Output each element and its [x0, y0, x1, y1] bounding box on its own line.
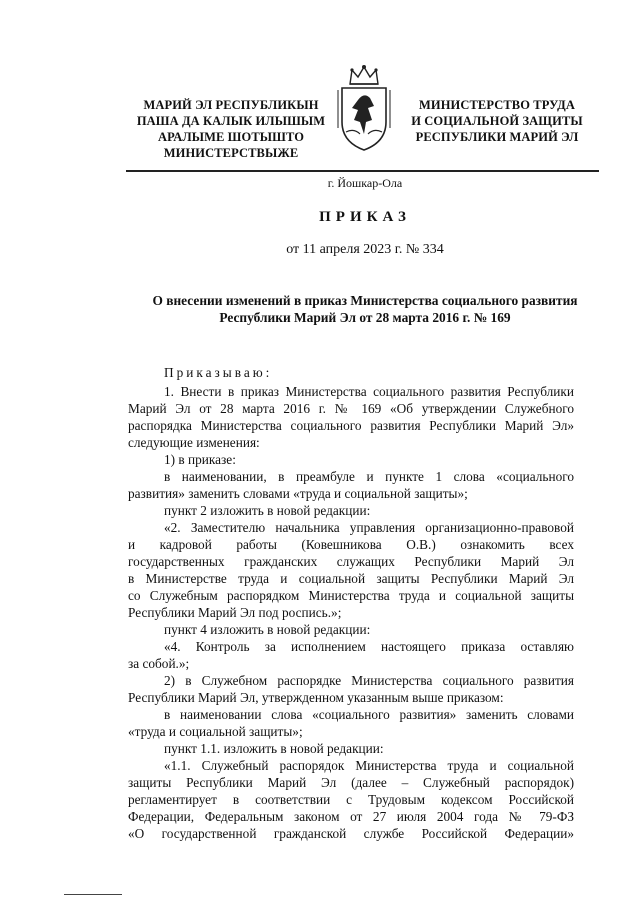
subject-line: Республики Марий Эл от 28 марта 2016 г. № 169 — [219, 310, 511, 325]
body-line: Федерации, Федеральным законом от 27 июля 2004 года № 79-ФЗ — [128, 809, 574, 824]
ministry-name-mari-line: ПАША ДА КАЛЫК ИЛЫШЫМ — [136, 114, 326, 128]
body-line: распорядка Министерства социального развития Республики Марий Эл» — [128, 418, 574, 433]
body-line: Республики Марий Эл, утвержденном указанным выше приказом: — [128, 690, 504, 705]
body-line: пункт 2 изложить в новой редакции: — [164, 503, 371, 518]
coat-of-arms-icon — [330, 62, 398, 154]
body-line: 2) в Служебном распорядке Министерства социального развития — [164, 673, 574, 688]
header-divider — [126, 170, 599, 172]
ministry-name-russian-line: МИНИСТЕРСТВО ТРУДА — [418, 98, 575, 112]
ministry-name-russian — [404, 97, 590, 145]
order-intro: Приказываю: — [164, 365, 273, 380]
body-line: в наименовании, в преамбуле и пункте 1 слова «социального — [164, 469, 574, 484]
ministry-name-mari — [128, 97, 334, 161]
body-line: пункт 4 изложить в новой редакции: — [164, 622, 371, 637]
body-line: «труда и социальной защиты»; — [128, 724, 303, 739]
body-line: в наименовании слова «социального развития» заменить словами — [164, 707, 574, 722]
document-subject — [120, 292, 610, 326]
body-line: Республики Марий Эл под роспись.»; — [128, 605, 342, 620]
body-line: защиты Республики Марий Эл (далее – Служебный распорядок) — [128, 775, 574, 790]
body-line: 1. Внести в приказ Министерства социального развития Республики — [164, 384, 574, 399]
body-line: «1.1. Служебный распорядок Министерства труда и социальной — [164, 758, 574, 773]
ministry-name-mari-line: МИНИСТЕРСТВЫЖЕ — [163, 146, 299, 160]
body-line: в Министерстве труда и социальной защиты Республики Марий Эл — [128, 571, 574, 586]
ministry-name-mari-line: МАРИЙ ЭЛ РЕСПУБЛИКЫН — [143, 98, 319, 112]
city-label: г. Йошкар-Ола — [327, 176, 403, 190]
body-line: «2. Заместителю начальника управления организационно-правовой — [164, 520, 574, 535]
body-line: 1) в приказе: — [164, 452, 236, 467]
body-line: Марий Эл от 28 марта 2016 г. № 169 «Об утверждении Служебного — [128, 401, 574, 416]
body-line: со Служебным распорядком Министерства труда и социальной защиты — [128, 588, 574, 603]
subject-line: О внесении изменений в приказ Министерства социального развития — [152, 293, 578, 308]
body-line: развития» заменить словами «труда и социальной защиты»; — [128, 486, 468, 501]
body-line: за собой.»; — [128, 656, 190, 671]
body-line: государственных гражданских служащих Республики Марий Эл — [128, 554, 574, 569]
ministry-name-russian-line: РЕСПУБЛИКИ МАРИЙ ЭЛ — [415, 130, 579, 144]
body-line: «4. Контроль за исполнением настоящего приказа оставляю — [164, 639, 574, 654]
body-line: и кадровой работы (Ковешникова О.В.) ознакомить всех — [128, 537, 574, 552]
body-line: регламентирует в соответствии с Трудовым кодексом Российской — [128, 792, 574, 807]
body-line: следующие изменения: — [128, 435, 260, 450]
body-line: «О государственной гражданской службе Российской Федерации» — [128, 826, 574, 841]
footer-rule — [64, 894, 122, 895]
document-title: ПРИКАЗ — [319, 209, 411, 225]
ministry-name-mari-line: АРАЛЫМЕ ШОТЫШТО — [157, 130, 305, 144]
document-date-number: от 11 апреля 2023 г. № 334 — [286, 242, 444, 257]
body-line: пункт 1.1. изложить в новой редакции: — [164, 741, 384, 756]
ministry-name-russian-line: И СОЦИАЛЬНОЙ ЗАЩИТЫ — [411, 114, 583, 128]
